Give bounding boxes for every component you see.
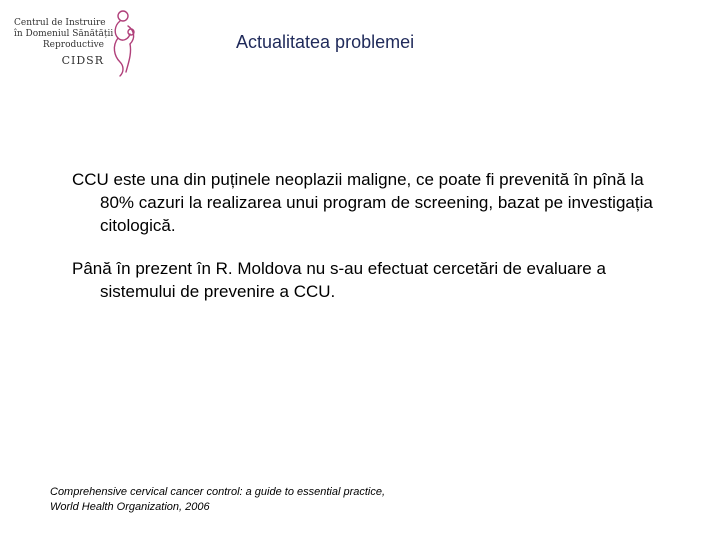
slide-body xyxy=(72,168,672,323)
logo-abbreviation: CIDSR xyxy=(61,54,104,67)
citation xyxy=(50,485,385,515)
citation-line: World Health Organization, 2006 xyxy=(50,501,210,513)
page-title: Actualitatea problemei xyxy=(236,32,415,52)
paragraph: Până în prezent în R. Moldova nu s-au efectuat cercetări de evaluare a sistemului de prevenire a CCU. xyxy=(72,259,606,301)
cidsr-logo xyxy=(10,8,140,78)
logo-text xyxy=(14,18,114,51)
paragraph: CCU este una din puținele neoplazii maligne, ce poate fi prevenită în pînă la 80% cazuri la realizarea unui program de screening, bazat pe investigația citologică. xyxy=(72,170,653,235)
mother-child-figure-icon xyxy=(106,8,140,78)
logo-line: Reproductive xyxy=(42,40,104,50)
citation-line: Comprehensive cervical cancer control: a guide to essential practice, xyxy=(50,486,386,498)
logo-line: Centrul de Instruire xyxy=(14,18,106,28)
logo-line: în Domeniul Sănătății xyxy=(14,29,114,39)
